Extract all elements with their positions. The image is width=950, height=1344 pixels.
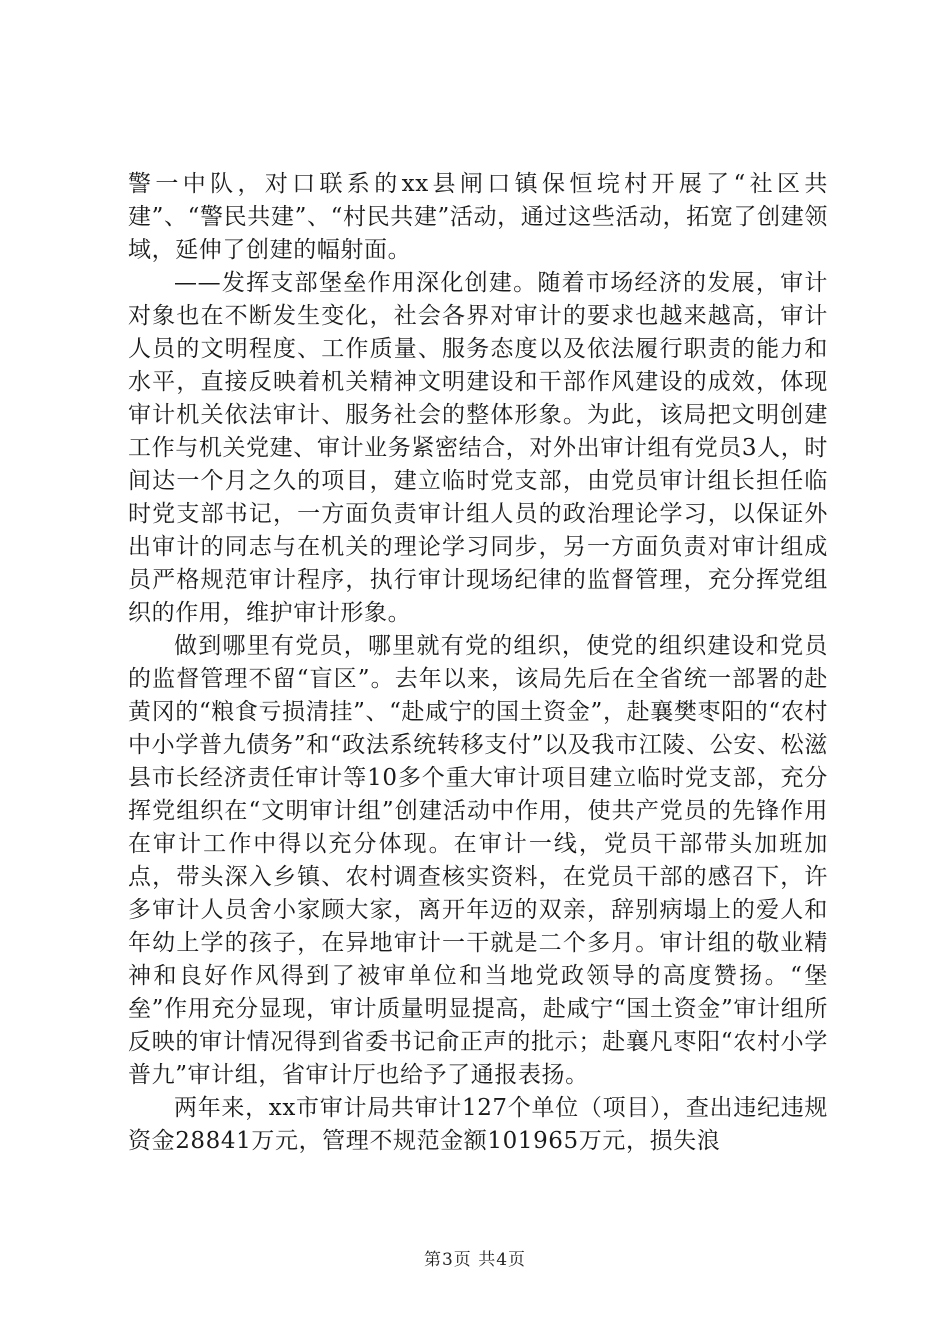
paragraph-4: 两年来，xx市审计局共审计127个单位（项目），查出违纪违规资金28841万元，管理不规范金额101965万元，损失浪 [128,1095,828,1154]
page-number-footer: 第3页 共4页 [423,1250,527,1270]
paragraph-2: ——发挥支部堡垒作用深化创建。随着市场经济的发展，审计对象也在不断发生变化，社会各界对审计的要求也越来越高，审计人员的文明程度、工作质量、服务态度以及依法履行职责的能力和水平，直接反映着机关精神文明建设和干部作风建设的成效，体现审计机关依法审计、服务社会的整体形象。为此，该局把文明创建工作与机关党建、审计业务紧密结合，对外出审计组有党员3人，时间达一个月之久的项目，建立临时党支部，由党员审计组长担任临时党支部书记，一方面负责审计组人员的政治理论学习，以保证外出审计的同志与在机关的理论学习同步，另一方面负责对审计组成员严格规范审计程序，执行审计现场纪律的监督管理，充分挥党组织的作用，维护审计形象。 [128,270,828,626]
paragraph-1: 警一中队，对口联系的xx县闸口镇保恒垸村开展了“社区共建”、“警民共建”、“村民共建”活动，通过这些活动，拓宽了创建领域，延伸了创建的幅射面。 [128,171,828,263]
document-body [128,168,828,1158]
paragraph-3: 做到哪里有党员，哪里就有党的组织，使党的组织建设和党员的监督管理不留“盲区”。去年以来，该局先后在全省统一部署的赴黄冈的“粮食亏损清挂”、“赴咸宁的国土资金”，赴襄樊枣阳的“农村中小学普九债务”和“政法系统转移支付”以及我市江陵、公安、松滋县市长经济责任审计等10多个重大审计项目建立临时党支部，充分挥党组织在“文明审计组”创建活动中作用，使共产党员的先锋作用在审计工作中得以充分体现。在审计一线，党员干部带头加班加点，带头深入乡镇、农村调查核实资料，在党员干部的感召下，许多审计人员舍小家顾大家，离开年迈的双亲，辞别病塌上的爱人和年幼上学的孩子，在异地审计一干就是二个多月。审计组的敬业精神和良好作风得到了被审单位和当地党政领导的高度赞扬。“堡垒”作用充分显现，审计质量明显提高，赴咸宁“国土资金”审计组所反映的审计情况得到省委书记俞正声的批示；赴襄凡枣阳“农村小学普九”审计组，省审计厅也给予了通报表扬。 [128,633,828,1088]
